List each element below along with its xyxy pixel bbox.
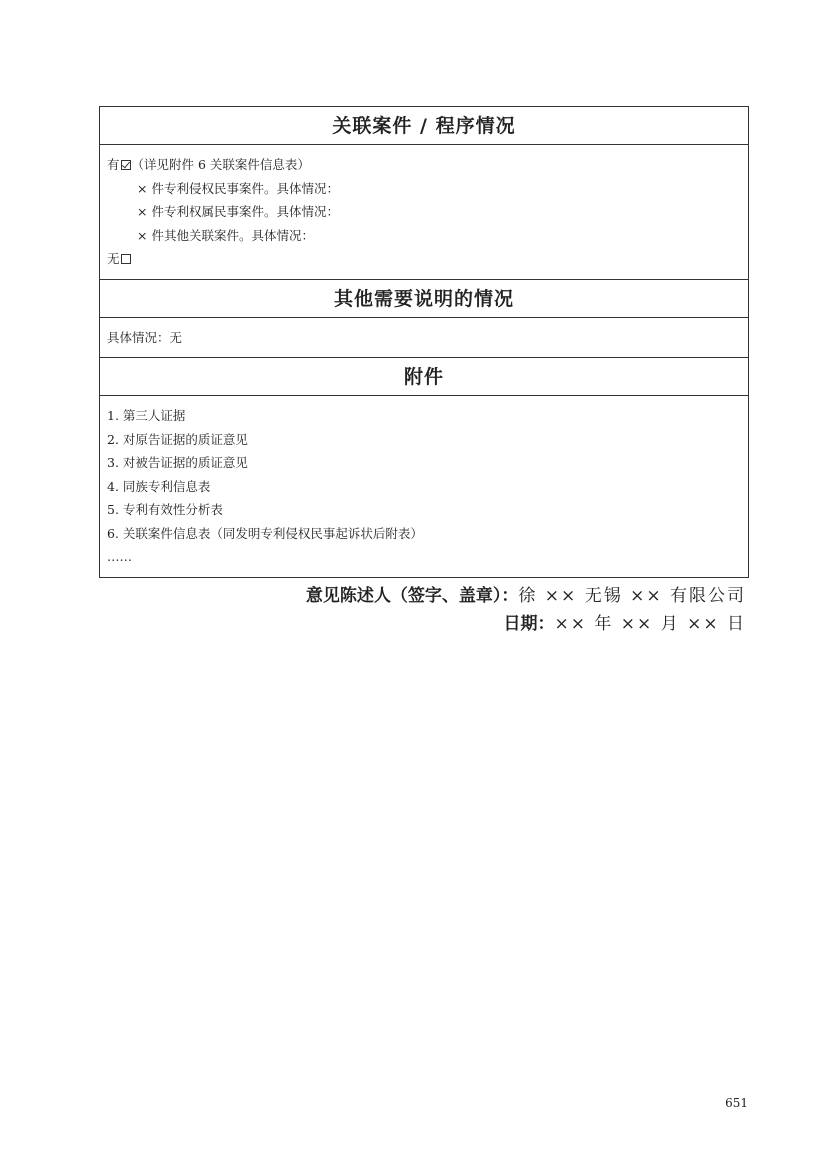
related-item: × 件其他关联案件。具体情况： [137, 227, 314, 243]
date-value: ×× 年 ×× 月 ×× 日 [554, 614, 746, 634]
attachment-item: 5. 专利有效性分析表 [107, 502, 223, 517]
none-label: 无 [107, 251, 120, 266]
signature-block [306, 582, 746, 638]
other-info-title: 其他需要说明的情况 [100, 280, 748, 318]
has-label: 有 [107, 157, 120, 172]
none-related-line [107, 247, 748, 271]
attachment-item: 2. 对原告证据的质证意见 [107, 431, 248, 447]
related-item: × 件专利权属民事案件。具体情况： [137, 204, 339, 219]
related-item: × 件专利侵权民事案件。具体情况： [137, 180, 339, 196]
page-number: 651 [725, 1096, 748, 1110]
related-cases-body [100, 145, 748, 280]
checked-checkbox-icon[interactable] [121, 160, 131, 170]
signature-value: 徐 ×× 无锡 ×× 有限公司 [518, 586, 746, 606]
has-note: （详见附件 6 关联案件信息表） [131, 157, 310, 172]
date-label: 日期： [503, 614, 555, 634]
form-table [99, 106, 749, 578]
signature-label: 意见陈述人（签字、盖章）： [305, 586, 519, 606]
related-cases-title: 关联案件 / 程序情况 [100, 107, 748, 145]
attachments-title: 附件 [100, 358, 748, 396]
attachment-item: 6. 关联案件信息表（同发明专利侵权民事起诉状后附表） [107, 525, 423, 541]
attachment-item: 3. 对被告证据的质证意见 [107, 455, 248, 470]
attachment-item: …… [107, 549, 132, 564]
date-line [306, 610, 746, 638]
has-related-line [107, 153, 748, 177]
attachment-item: 1. 第三人证据 [107, 408, 186, 423]
other-info-body [100, 318, 748, 359]
signature-line [306, 582, 746, 610]
attachments-body [100, 396, 748, 577]
other-info-detail: 具体情况：无 [107, 329, 183, 345]
attachment-item: 4. 同族专利信息表 [107, 478, 211, 494]
empty-checkbox-icon[interactable] [121, 254, 131, 264]
